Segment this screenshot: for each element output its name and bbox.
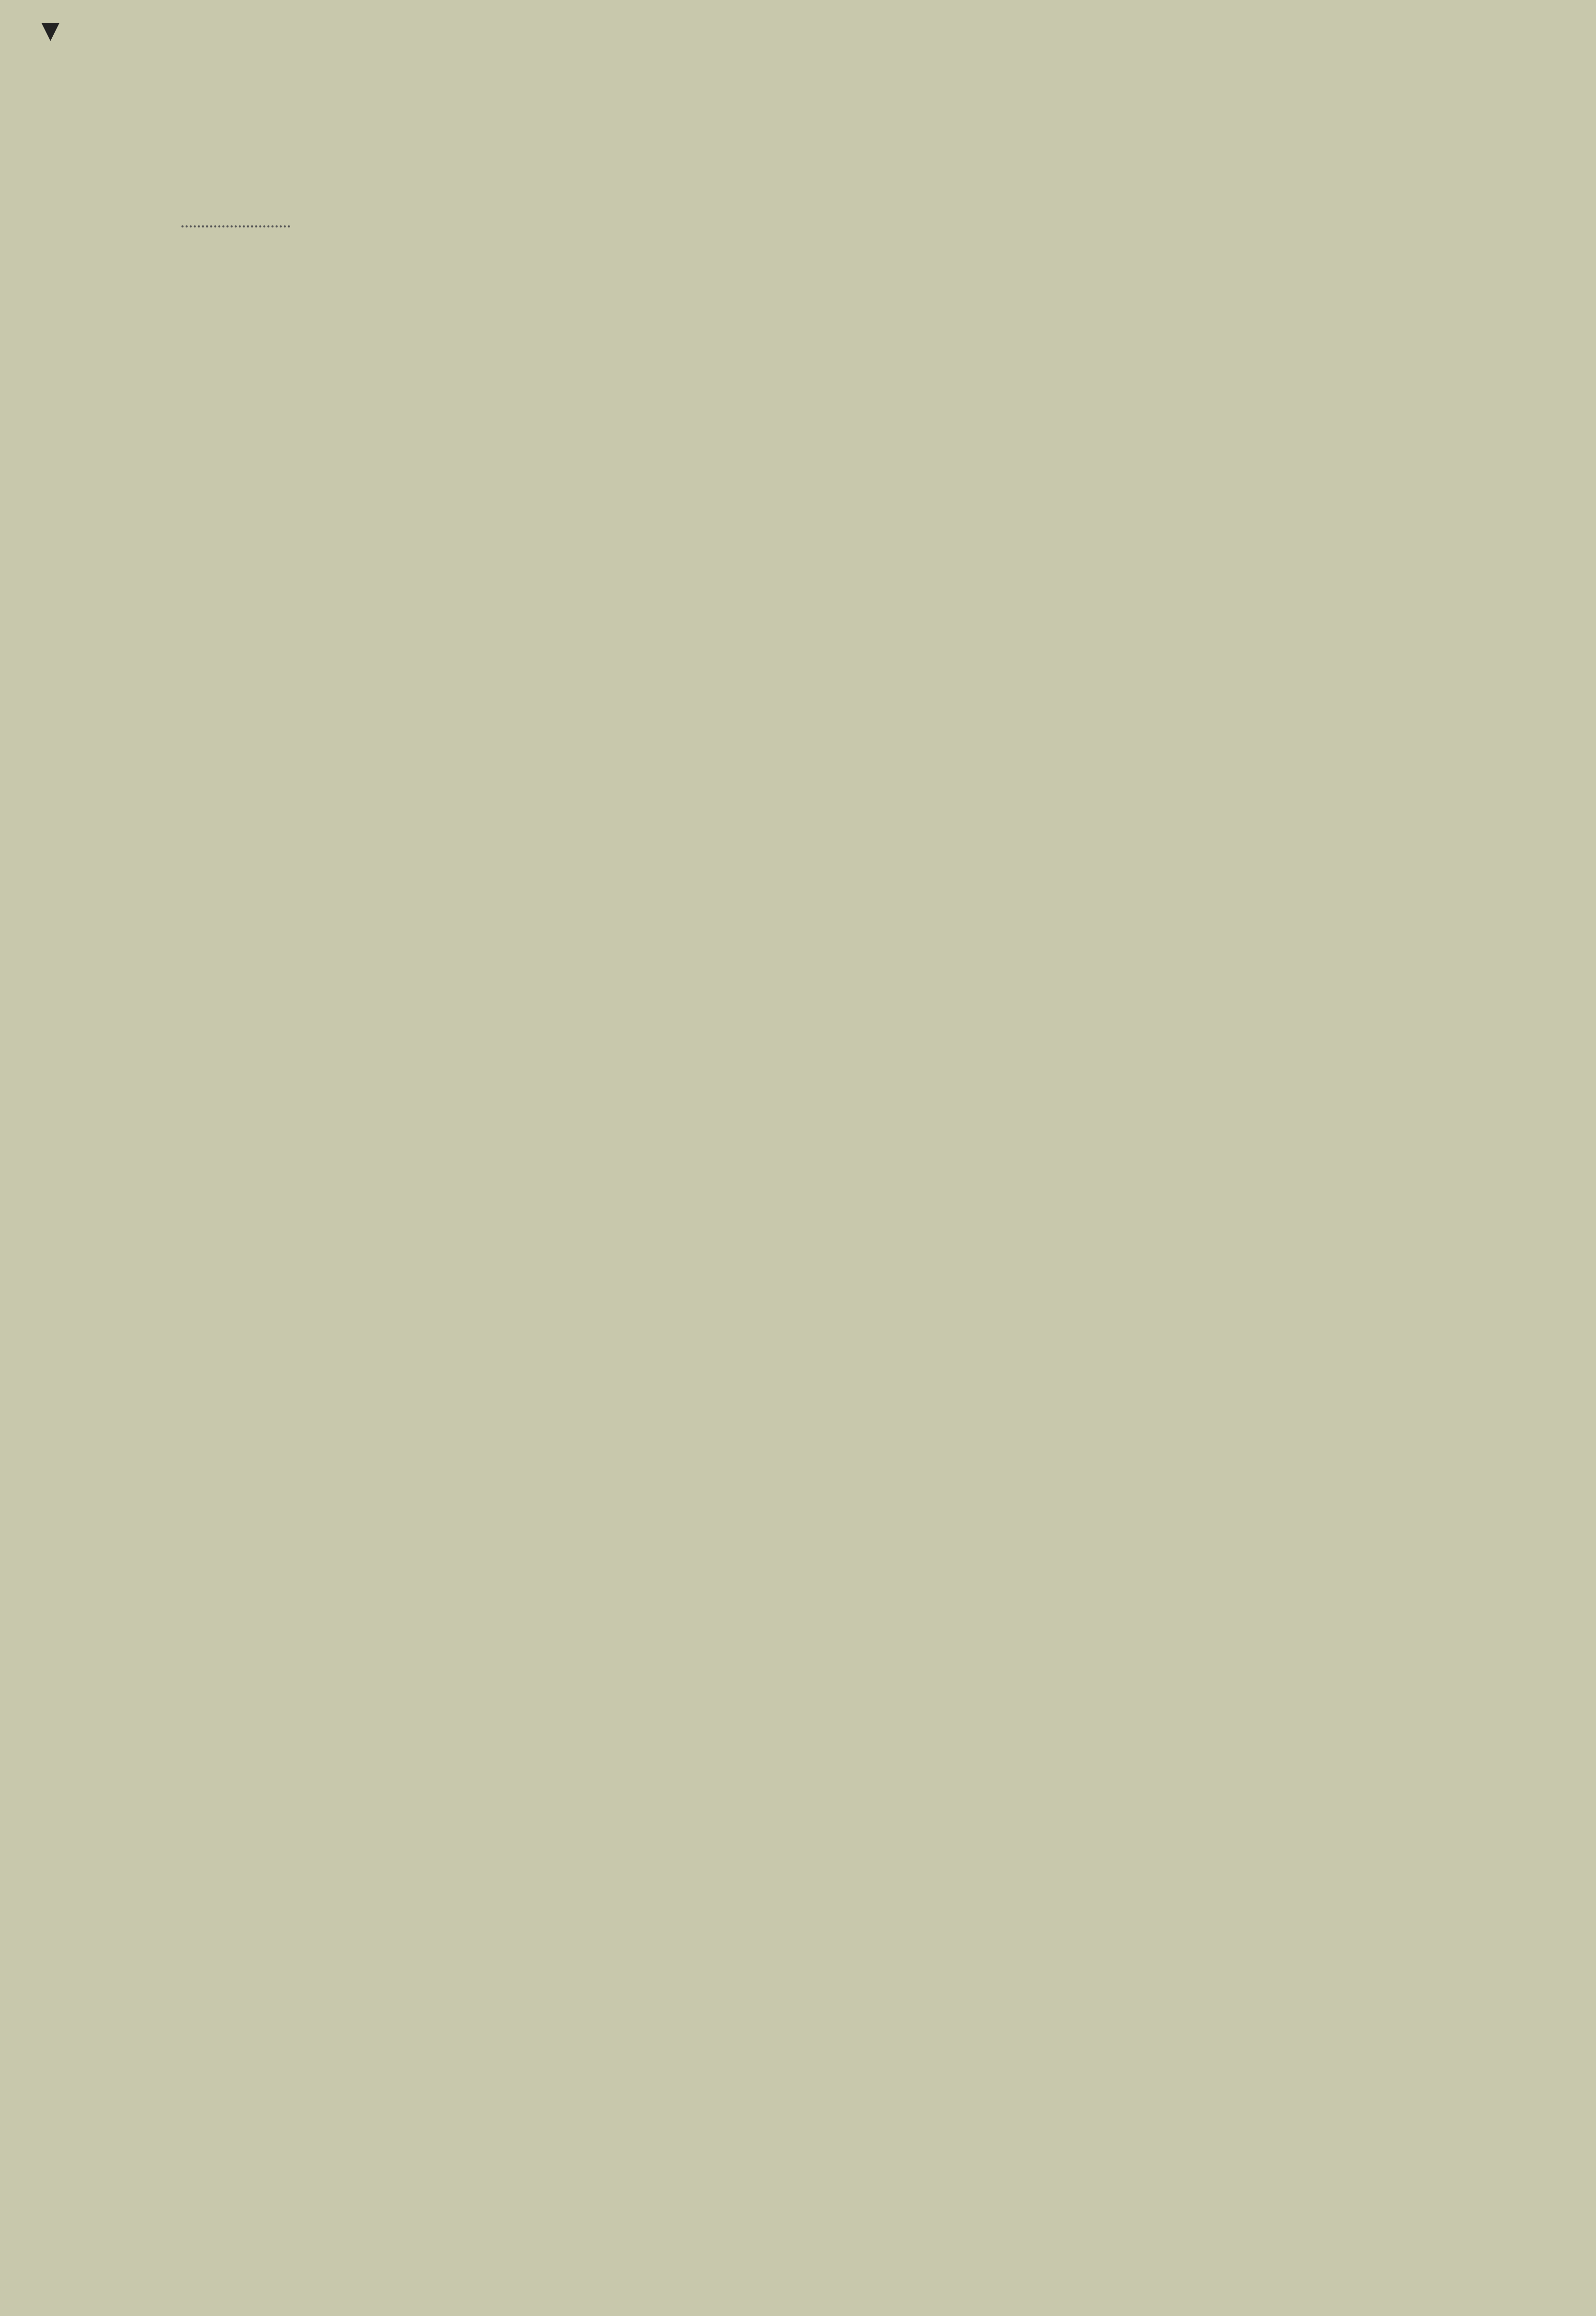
scan-mark: ▾ (41, 10, 60, 50)
